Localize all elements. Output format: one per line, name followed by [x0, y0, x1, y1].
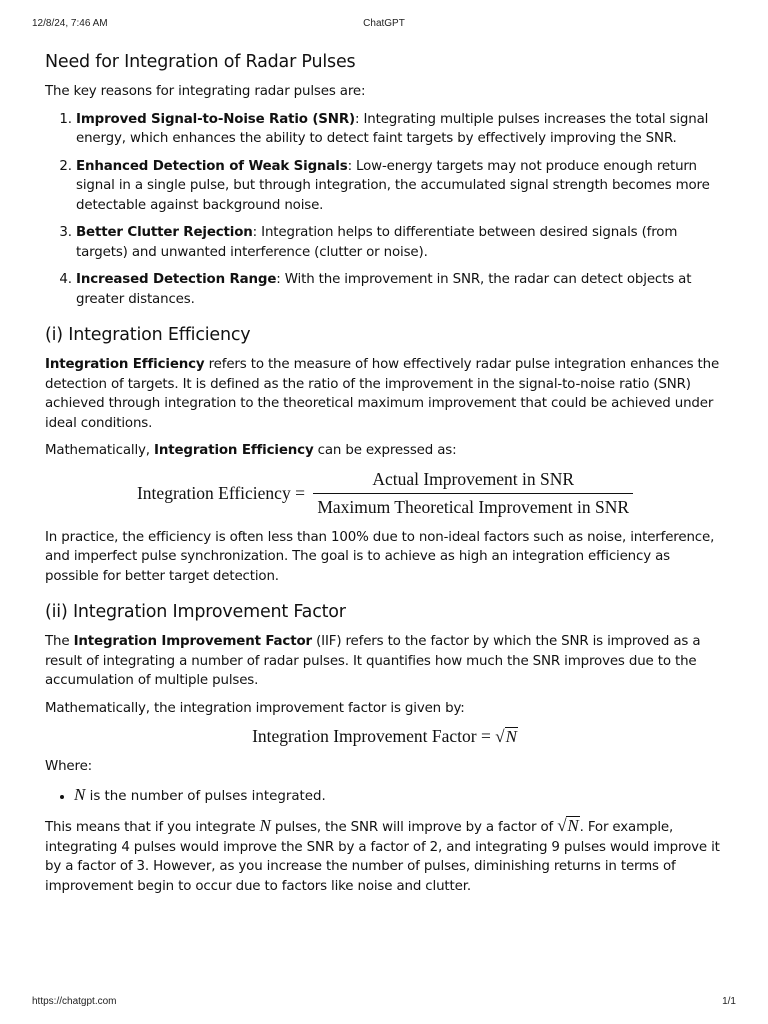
- document-content: [45, 52, 725, 904]
- intro-text: The key reasons for integrating radar pulses are:: [45, 84, 366, 99]
- reason-term: Better Clutter Rejection: [76, 225, 253, 240]
- section2-def-text: (IIF) refers to the factor by which the SNR is improved as a result of integrating a number of radar pulses. It quantifies how much the SNR improves due to the accumulation of multiple pulses.: [45, 634, 701, 688]
- efficiency-formula: [45, 469, 725, 518]
- reason-term: Increased Detection Range: [76, 272, 277, 287]
- reasons-list: [45, 110, 725, 310]
- section1-practice: In practice, the efficiency is often less than 100% due to non-ideal factors such as noise, interference, and imperfect pulse synchronization. The goal is to achieve as high an integration efficiency as possible for better target detection.: [45, 529, 715, 584]
- print-url: https://chatgpt.com: [32, 996, 117, 1007]
- print-page-number: 1/1: [722, 996, 736, 1007]
- reason-text: : Integrating multiple pulses increases the total signal energy, which enhances the ability to detect faint targets by effectively improving the SNR.: [76, 111, 709, 146]
- reason-item: [76, 110, 725, 149]
- reason-term: Improved Signal-to-Noise Ratio (SNR): [76, 111, 355, 127]
- section2-math-intro: Mathematically, the integration improvement factor is given by:: [45, 700, 465, 716]
- print-footer: [32, 996, 736, 1007]
- print-datetime: 12/8/24, 7:46 AM: [32, 18, 108, 29]
- conclusion-part-a: This means that if you integrate: [45, 820, 260, 835]
- fraction-numerator: Actual Improvement in SNR: [313, 469, 633, 494]
- section1-heading: (i) Integration Efficiency: [45, 325, 251, 345]
- iif-formula-lhs: Integration Improvement Factor =: [252, 726, 491, 746]
- print-title: ChatGPT: [363, 18, 405, 29]
- variable-n: N: [259, 816, 271, 835]
- section1-def-term: Integration Efficiency: [45, 357, 205, 372]
- section1-def-text: refers to the measure of how effectively radar pulse integration enhances the detection of targets. It is defined as the ratio of the improvement in the signal-to-noise ratio (SNR) achieved through integration to the theoretical maximum improvement that could be achieved under ideal conditions.: [45, 357, 720, 431]
- section1-math-intro: [45, 441, 725, 461]
- sqrt-radicand: N: [505, 727, 517, 746]
- where-list: [45, 785, 725, 807]
- section2-def-term: Integration Improvement Factor: [73, 634, 312, 649]
- conclusion-part-b: pulses, the SNR will improve by a factor of: [270, 820, 558, 835]
- section2-heading: (ii) Integration Improvement Factor: [45, 602, 346, 622]
- iif-formula: [45, 726, 725, 747]
- section1-math-term: Integration Efficiency: [154, 443, 314, 458]
- efficiency-formula-lhs: Integration Efficiency =: [136, 482, 305, 503]
- reason-term: Enhanced Detection of Weak Signals: [76, 158, 348, 174]
- efficiency-fraction: [313, 469, 633, 518]
- section2-definition: [45, 632, 725, 691]
- where-item-text: is the number of pulses integrated.: [85, 788, 326, 804]
- reason-item: [76, 270, 725, 309]
- main-heading: Need for Integration of Radar Pulses: [45, 52, 356, 72]
- where-item: [74, 785, 725, 807]
- section2-def-pre: The: [45, 634, 74, 649]
- sqrt-expression: √N: [557, 816, 579, 835]
- reason-item: [76, 157, 725, 216]
- reason-text: : Integration helps to differentiate between desired signals (from targets) and unwanted interference (clutter or noise).: [76, 225, 678, 260]
- reason-text: : With the improvement in SNR, the radar can detect objects at greater distances.: [76, 272, 692, 307]
- section1-definition: [45, 355, 725, 433]
- conclusion-part-c: . For example, integrating 4 pulses would improve the SNR by a factor of 2, and integrating 9 pulses would improve it by a factor of 3. However, as you increase the number of pulses, diminishing returns in terms of improvement begin to occur due to factors like noise and clutter.: [45, 820, 720, 894]
- section1-math-pre: Mathematically,: [45, 443, 155, 458]
- where-label: Where:: [45, 759, 93, 774]
- sqrt-expression: √N: [495, 727, 517, 746]
- section2-conclusion: [45, 816, 725, 896]
- sqrt-radicand: N: [567, 816, 579, 835]
- print-header: [32, 18, 736, 29]
- fraction-denominator: Maximum Theoretical Improvement in SNR: [317, 496, 630, 517]
- variable-n: N: [74, 784, 86, 804]
- reason-item: [76, 223, 725, 262]
- reason-text: : Low-energy targets may not produce enough return signal in a single pulse, but through integration, the accumulated signal strength becomes more detectable against background noise.: [76, 158, 710, 213]
- section1-math-post: can be expressed as:: [313, 443, 457, 458]
